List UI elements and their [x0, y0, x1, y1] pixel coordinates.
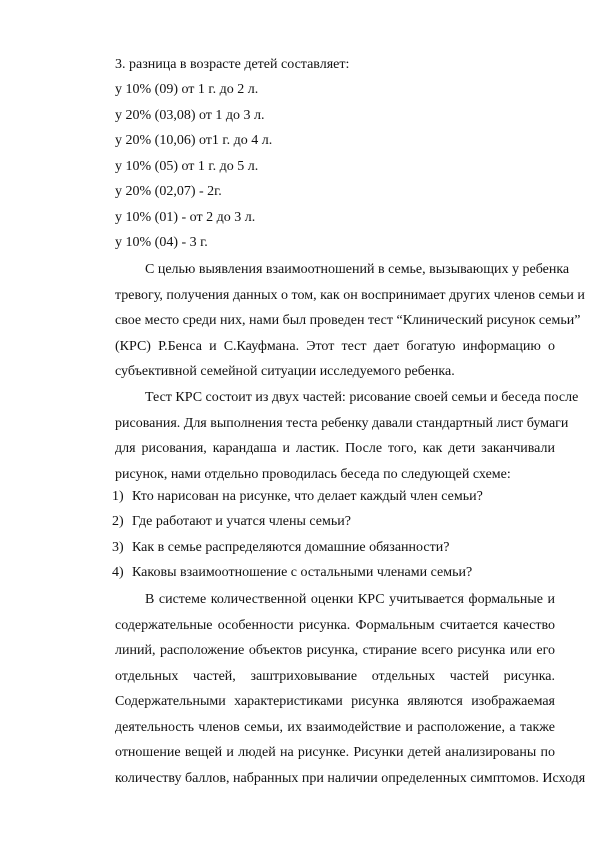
text-line: Содержательными характеристиками рисунка являются изображаемая — [115, 694, 555, 709]
age-item: у 10% (01) - от 2 до 3 л. — [115, 210, 256, 225]
text-line: свое место среди них, нами был проведен тест “Клинический рисунок семьи” — [115, 313, 581, 328]
text-line: отношение вещей и людей на рисунке. Рисунки детей анализированы по — [115, 745, 555, 760]
age-item: у 10% (09) от 1 г. до 2 л. — [115, 82, 259, 97]
text-line: для рисования, карандаша и ластик. После того, как дети заканчивали — [115, 441, 555, 456]
text-line: Тест КРС состоит из двух частей: рисование своей семьи и беседа после — [145, 390, 579, 405]
paragraph-test — [115, 385, 579, 487]
text-line: субъективной семейной ситуации исследуемого ребенка. — [115, 364, 455, 379]
text-line: тревогу, получения данных о том, как он воспринимает других членов семьи и — [115, 287, 585, 303]
question-text: Как в семье распределяются домашние обязанности? — [132, 540, 450, 555]
paragraph-intro — [115, 257, 585, 385]
age-item: у 10% (04) - 3 г. — [115, 235, 208, 250]
text-line: содержательные особенности рисунка. Формальным считается качество — [115, 617, 555, 633]
paragraph-assessment — [115, 587, 586, 791]
question-text: Каковы взаимоотношение с остальными членами семьи? — [132, 565, 473, 580]
text-line: рисования. Для выполнения теста ребенку давали стандартный лист бумаги — [115, 415, 569, 431]
question-number: 2) — [112, 514, 124, 529]
question-text: Кто нарисован на рисунке, что делает каждый член семьи? — [132, 489, 483, 504]
question-item — [112, 564, 472, 582]
question-item — [112, 539, 449, 557]
age-item: у 10% (05) от 1 г. до 5 л. — [115, 159, 259, 174]
text-line: (КРС) Р.Бенса и С.Кауфмана. Этот тест дает богатую информацию о — [115, 338, 555, 354]
age-item: у 20% (02,07) - 2г. — [115, 184, 222, 199]
question-item — [112, 488, 483, 506]
text-line: рисунок, нами отдельно проводилась беседа по следующей схеме: — [115, 466, 511, 482]
question-number: 3) — [112, 540, 124, 555]
text-line: отдельных частей, заштриховывание отдельных частей рисунка. — [115, 668, 555, 684]
age-item: у 20% (10,06) от1 г. до 4 л. — [115, 133, 273, 148]
question-number: 4) — [112, 565, 124, 580]
text-line: деятельность членов семьи, их взаимодействие и расположение, а также — [115, 719, 555, 735]
text-line: линий, расположение объектов рисунка, стирание всего рисунка или его — [115, 643, 555, 658]
text-line: В системе количественной оценки КРС учитывается формальные и — [145, 592, 555, 607]
question-number: 1) — [112, 489, 124, 504]
age-item: у 20% (03,08) от 1 до 3 л. — [115, 108, 265, 123]
text-line: С целью выявления взаимоотношений в семье, вызывающих у ребенка — [145, 262, 570, 277]
list-intro: 3. разница в возрасте детей составляет: — [115, 57, 350, 72]
question-item — [112, 513, 351, 531]
question-text: Где работают и учатся члены семьи? — [132, 514, 351, 529]
text-line: количеству баллов, набранных при наличии определенных симптомов. Исходя — [115, 770, 586, 786]
